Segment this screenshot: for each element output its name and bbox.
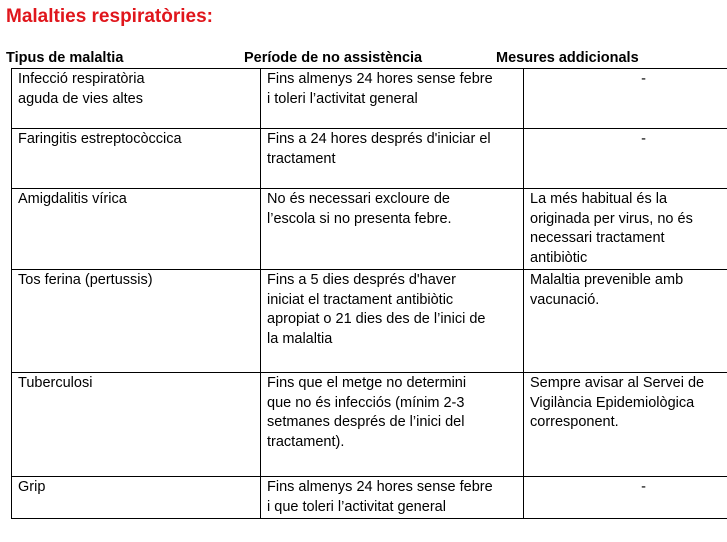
measures-cell: - [524,129,727,189]
period-cell: No és necessari excloure de l’escola si no presenta febre. [261,189,524,270]
measures-cell: Malaltia prevenible amb vacunació. [524,270,727,373]
measures-cell: La més habitual és la originada per virus, no és necessari tractament antibiòtic [524,189,727,270]
column-header-additional-measures: Mesures addicionals [496,50,639,66]
respiratory-diseases-table [11,68,727,519]
period-cell: Fins almenys 24 hores sense febre i toleri l’activitat general [261,69,524,129]
disease-cell: Amigdalitis vírica [12,189,261,270]
disease-cell: Grip [12,477,261,519]
page-title: Malalties respiratòries: [6,6,213,27]
column-header-disease-type: Tipus de malaltia [6,50,124,66]
disease-cell: Tuberculosi [12,373,261,477]
measures-cell: - [524,69,727,129]
table-row [12,270,727,373]
period-cell: Fins almenys 24 hores sense febre i que toleri l’activitat general [261,477,524,519]
measures-cell: - [524,477,727,519]
table-row [12,189,727,270]
period-cell: Fins a 5 dies després d'haver iniciat el tractament antibiòtic apropiat o 21 dies des de l’inici de la malaltia [261,270,524,373]
table-row [12,69,727,129]
period-cell: Fins a 24 hores després d'iniciar el tractament [261,129,524,189]
disease-cell: Faringitis estreptocòccica [12,129,261,189]
disease-cell: Infecció respiratòria aguda de vies altes [12,69,261,129]
table-row [12,129,727,189]
measures-cell: Sempre avisar al Servei de Vigilància Epidemiològica corresponent. [524,373,727,477]
disease-cell: Tos ferina (pertussis) [12,270,261,373]
column-header-absence-period: Període de no assistència [244,50,423,66]
table-header [0,50,727,68]
table-row [12,373,727,477]
table-row [12,477,727,519]
period-cell: Fins que el metge no determini que no és infecciós (mínim 2-3 setmanes després de l’inici del tractament). [261,373,524,477]
